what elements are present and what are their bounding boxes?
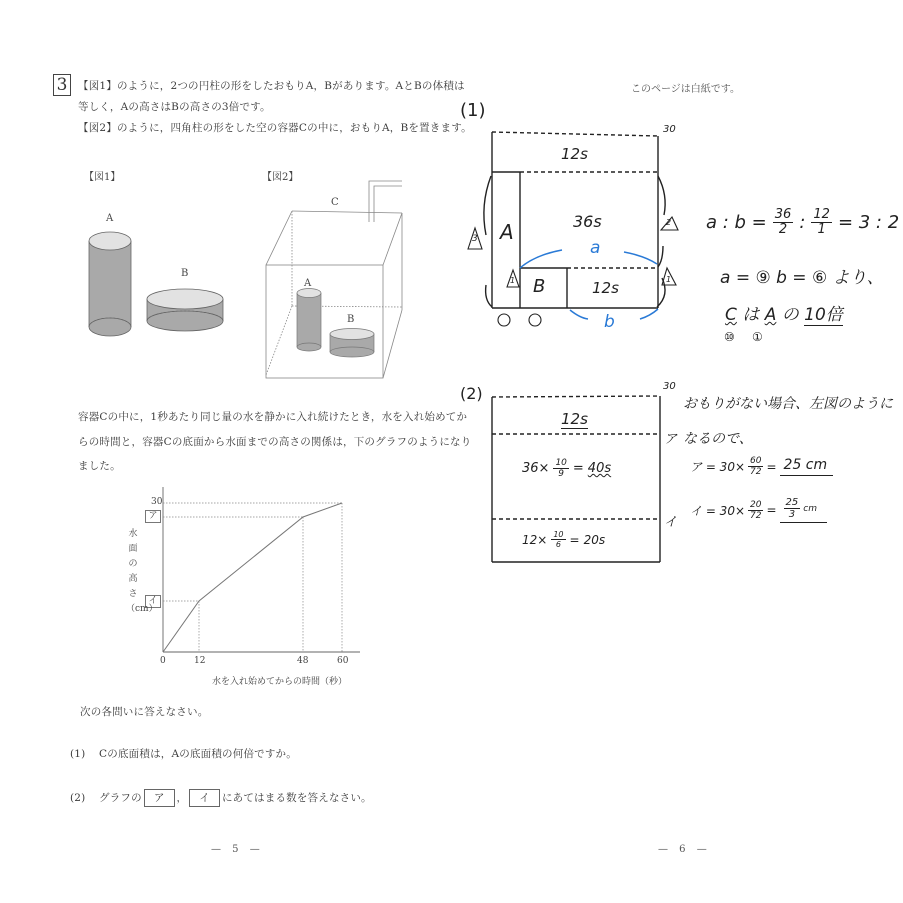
part2-note-1: おもりがない場合、左図のように (683, 396, 893, 412)
answer-a-equation: ア = 30× $\frac{60}{72}$ = 25 cm (690, 456, 833, 477)
page-number-6: — 6 — (658, 844, 711, 855)
ratio-rhs: = 3 : 2 (837, 212, 900, 233)
tri-label-2: 2 (666, 218, 672, 227)
seg-bottom-label: 12s (592, 279, 619, 297)
part2-diagram (450, 0, 903, 903)
y-tick-a-box: ア (145, 510, 161, 523)
x-tick-12: 12 (194, 656, 206, 666)
tri-label-1-right: 1 (666, 275, 672, 284)
arc-b-label: b (604, 312, 615, 332)
part1-label: (1) (460, 100, 486, 121)
answer-box-a: ア (144, 789, 175, 807)
answer-i-equation: イ = 30× $\frac{20}{72}$ = 25 3 cm (690, 497, 827, 523)
seg-mid-label: 36s (573, 212, 602, 231)
x-tick-60: 60 (337, 656, 349, 666)
question-number: 3 (53, 74, 71, 96)
question-1 (70, 744, 297, 765)
mark-a: ア (664, 432, 678, 447)
figure1-label: 【図1】 (84, 172, 121, 183)
question-1-text: Cの底面積は，Aの底面積の何倍ですか。 (99, 748, 297, 760)
seg-top-label: 12s (561, 145, 588, 163)
ratio-conversion: a = ⑨ b = ⑥ より、 (720, 268, 884, 288)
figure2-a-label: A (304, 278, 312, 289)
circle-1: ① (752, 330, 763, 344)
block-b-label: B (533, 276, 546, 297)
fraction-36-2: $\frac{36}{2}$ (774, 207, 792, 237)
question-2-prefix: グラフの (99, 792, 142, 804)
block-a-label: A (500, 220, 514, 244)
question-2-suffix: にあてはまる数を答えなさい。 (221, 792, 372, 804)
intro-line-2: 等しく，Aの高さはBの高さの3倍です。 (78, 101, 271, 113)
mark-i: イ (664, 515, 678, 530)
ratio-lhs: a : b = (706, 212, 767, 233)
part1-top-30: 30 (663, 124, 676, 135)
part2-seg-mid: 36× $\frac{10}{9}$ = 40s (522, 458, 612, 479)
part2-label: (2) (460, 384, 483, 403)
ratio-colon: : (799, 212, 806, 233)
part2-top-30: 30 (663, 381, 676, 392)
answer-25-3cm: 25 3 cm (780, 497, 827, 523)
part2-seg-bottom: 12× $\frac{10}{6}$ = 20s (522, 530, 606, 549)
question-2 (70, 788, 372, 809)
tri-label-3: 3 (472, 234, 478, 244)
answer-10x: 10倍 (804, 305, 843, 325)
intro-line-1: 【図1】のように，2つの円柱の形をしたおもりA，Bがあります。AとBの体積は (78, 80, 465, 92)
answer-25cm: 25 cm (780, 457, 834, 476)
answer-c: C (725, 305, 737, 325)
exam-page-6 (450, 0, 903, 903)
description-line-2: らの時間と，容器Cの底面から水面までの高さの関係は，下のグラフのようになり (78, 436, 472, 448)
question-2-number: (2) (70, 792, 86, 804)
tri-label-1-b: 1 (510, 276, 516, 285)
x-axis-label: 水を入れ始めてからの時間（秒） (212, 677, 348, 687)
description-line-3: ました。 (78, 460, 121, 472)
figure2-c-label: C (331, 197, 339, 208)
answer-box-i: イ (189, 789, 220, 807)
part2-note-2: なるので、 (683, 431, 753, 447)
question-1-number: (1) (70, 748, 86, 760)
arc-a-label: a (590, 238, 601, 258)
y-tick-30: 30 (151, 497, 163, 507)
x-tick-48: 48 (297, 656, 309, 666)
y-tick-i-box: イ (145, 595, 161, 608)
part1-answer: C は A の 10倍 (725, 305, 843, 325)
figure1-a-label: A (106, 213, 114, 224)
figure1-b-label: B (181, 268, 189, 279)
instruction-text: 次の各問いに答えなさい。 (80, 706, 209, 718)
answer-40s: 40s (587, 461, 612, 476)
answer-a: A (764, 305, 777, 325)
intro-line-3: 【図2】のように，四角柱の形をした空の容器Cの中に，おもりA，Bを置きます。 (78, 122, 472, 134)
part2-seg-top: 12s (561, 410, 588, 428)
blank-page-header: このページは白紙です。 (631, 84, 740, 95)
circle-10: ⑩ (724, 330, 735, 344)
figure2-label: 【図2】 (262, 172, 299, 183)
figure2-b-label: B (347, 314, 355, 325)
y-axis-label: 水面の高さ（cm） (126, 529, 158, 614)
question-2-separator: ， (176, 792, 188, 804)
page-number-5: — 5 — (211, 844, 264, 855)
fraction-12-1: $\frac{12}{1}$ (813, 207, 830, 237)
description-line-1: 容器Cの中に，1秒あたり同じ量の水を静かに入れ続けたとき，水を入れ始めてか (78, 411, 468, 423)
x-tick-0: 0 (160, 656, 166, 666)
